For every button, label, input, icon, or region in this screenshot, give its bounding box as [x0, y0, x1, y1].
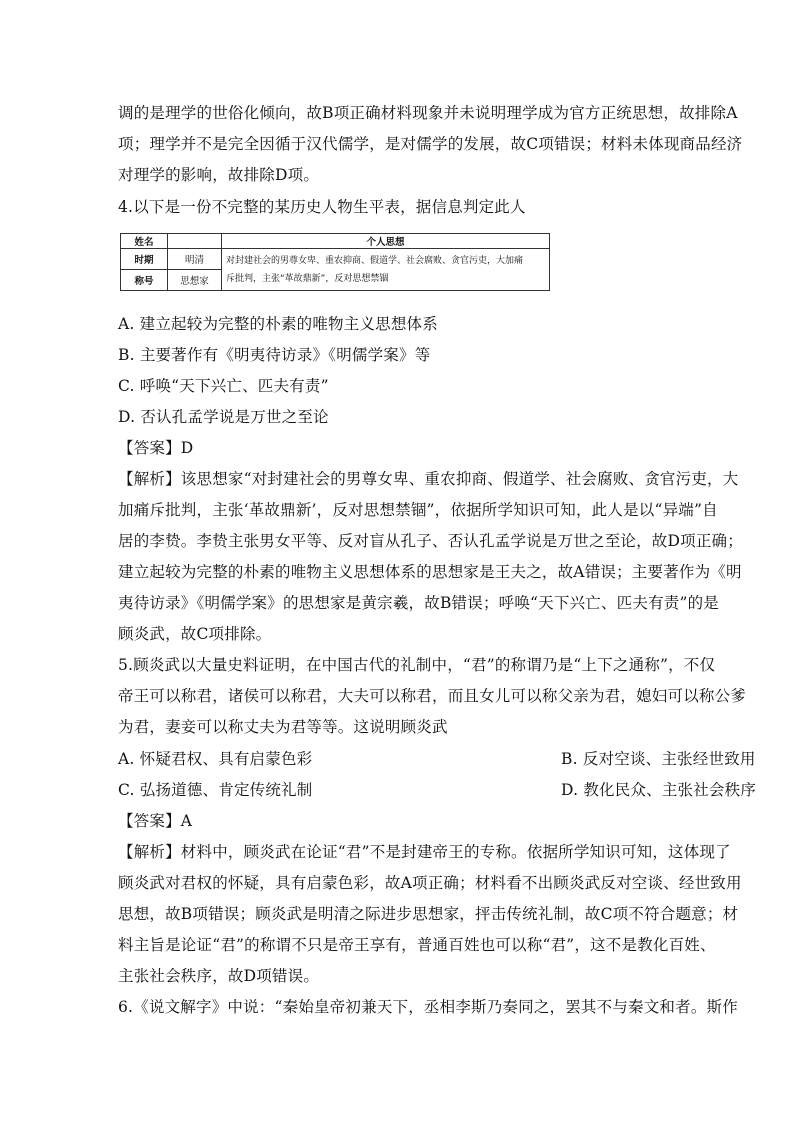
option-row — [118, 749, 756, 769]
table-value-name — [168, 234, 222, 249]
answer-4: 【答案】D — [118, 439, 194, 457]
option-d: D. 否认孔孟学说是万世之至论 — [118, 408, 329, 426]
table-thought-content — [222, 249, 550, 291]
explanation-line: 【解析】该思想家“对封建社会的男尊女卑、重农抑商、假道学、社会腐败、贪官污吏，大 — [118, 470, 739, 488]
table-label-title: 称号 — [121, 270, 168, 291]
explanation-line: 【解析】材料中，顾炎武在论证“君”不是封建帝王的专称。依据所学知识可知，这体现了 — [118, 843, 731, 861]
explanation-line: 夷待访录》《明儒学案》的思想家是黄宗羲，故B错误；呼唤“天下兴亡、匹夫有责”的是 — [118, 594, 719, 612]
text-line: 对理学的影响，故排除D项。 — [118, 166, 320, 184]
explanation-line: 建立起较为完整的朴素的唯物主义思想体系的思想家是王夫之，故A错误；主要著作为《明 — [118, 563, 742, 581]
text-line: 项；理学并不是完全因循于汉代儒学，是对儒学的发展，故C项错误；材料未体现商品经济 — [118, 135, 743, 153]
option-row — [118, 780, 757, 800]
question-5-line: 为君，妻妾可以称丈夫为君等等。这说明顾炎武 — [118, 718, 448, 736]
answer-5: 【答案】A — [118, 812, 193, 830]
table-value-period: 明清 — [168, 249, 222, 270]
option-b: B. 主要著作有《明夷待访录》《明儒学案》等 — [118, 346, 431, 364]
text-line: 调的是理学的世俗化倾向，故B项正确材料现象并未说明理学成为官方正统思想，故排除A — [118, 104, 738, 122]
biography-table — [120, 233, 550, 291]
option-a: A. 建立起较为完整的朴素的唯物主义思想体系 — [118, 315, 438, 333]
table-label-period: 时期 — [121, 249, 168, 270]
question-4: 4.以下是一份不完整的某历史人物生平表，据信息判定此人 — [118, 198, 526, 216]
explanation-line: 居的李贽。李贽主张男女平等、反对盲从孔子、否认孔孟学说是万世之至论，故D项正确； — [118, 532, 743, 550]
table-thought-line: 斥批判，主张“革故鼎新”，反对思想禁锢 — [226, 273, 389, 284]
option-a: A. 怀疑君权、具有启蒙色彩 — [118, 750, 313, 768]
question-5: 5.顾炎武以大量史料证明，在中国古代的礼制中，“君”的称谓乃是“上下之通称”，不仅 — [118, 656, 716, 674]
explanation-line: 料主旨是论证“君”的称谓不只是帝王享有，普通百姓也可以称“君”，这不是教化百姓、 — [118, 936, 716, 954]
explanation-line: 顾炎武，故C项排除。 — [118, 625, 272, 643]
question-6: 6.《说文解字》中说：“秦始皇帝初兼天下，丞相李斯乃奏同之，罢其不与秦文和者。斯作 — [118, 998, 738, 1016]
option-c: C. 弘扬道德、肯定传统礼制 — [118, 781, 313, 799]
table-value-title: 思想家 — [168, 270, 222, 291]
option-c: C. 呼唤“天下兴亡、匹夫有责” — [118, 377, 329, 395]
explanation-line: 加痛斥批判，主张‘革故鼎新’，反对思想禁锢”，依据所学知识可知，此人是以“异端”自 — [118, 501, 718, 519]
explanation-line: 思想，故B项错误；顾炎武是明清之际进步思想家，抨击传统礼制，故C项不符合题意；材 — [118, 905, 739, 923]
explanation-line: 主张社会秩序，故D项错误。 — [118, 967, 320, 985]
option-b: B. 反对空谈、主张经世致用 — [561, 750, 756, 768]
table-label-name: 姓名 — [121, 234, 168, 249]
table-thought-line: 对封建社会的男尊女卑、重农抑商、假道学、社会腐败、贪官污吏，大加痛 — [226, 255, 524, 266]
table-header-thought: 个人思想 — [222, 234, 550, 249]
question-5-line: 帝王可以称君，诸侯可以称君，大夫可以称君，而且女儿可以称父亲为君，媳妇可以称公爹 — [118, 687, 747, 705]
explanation-line: 顾炎武对君权的怀疑，具有启蒙色彩，故A项正确；材料看不出顾炎武反对空谈、经世致用 — [118, 874, 742, 892]
option-d: D. 教化民众、主张社会秩序 — [561, 781, 757, 799]
